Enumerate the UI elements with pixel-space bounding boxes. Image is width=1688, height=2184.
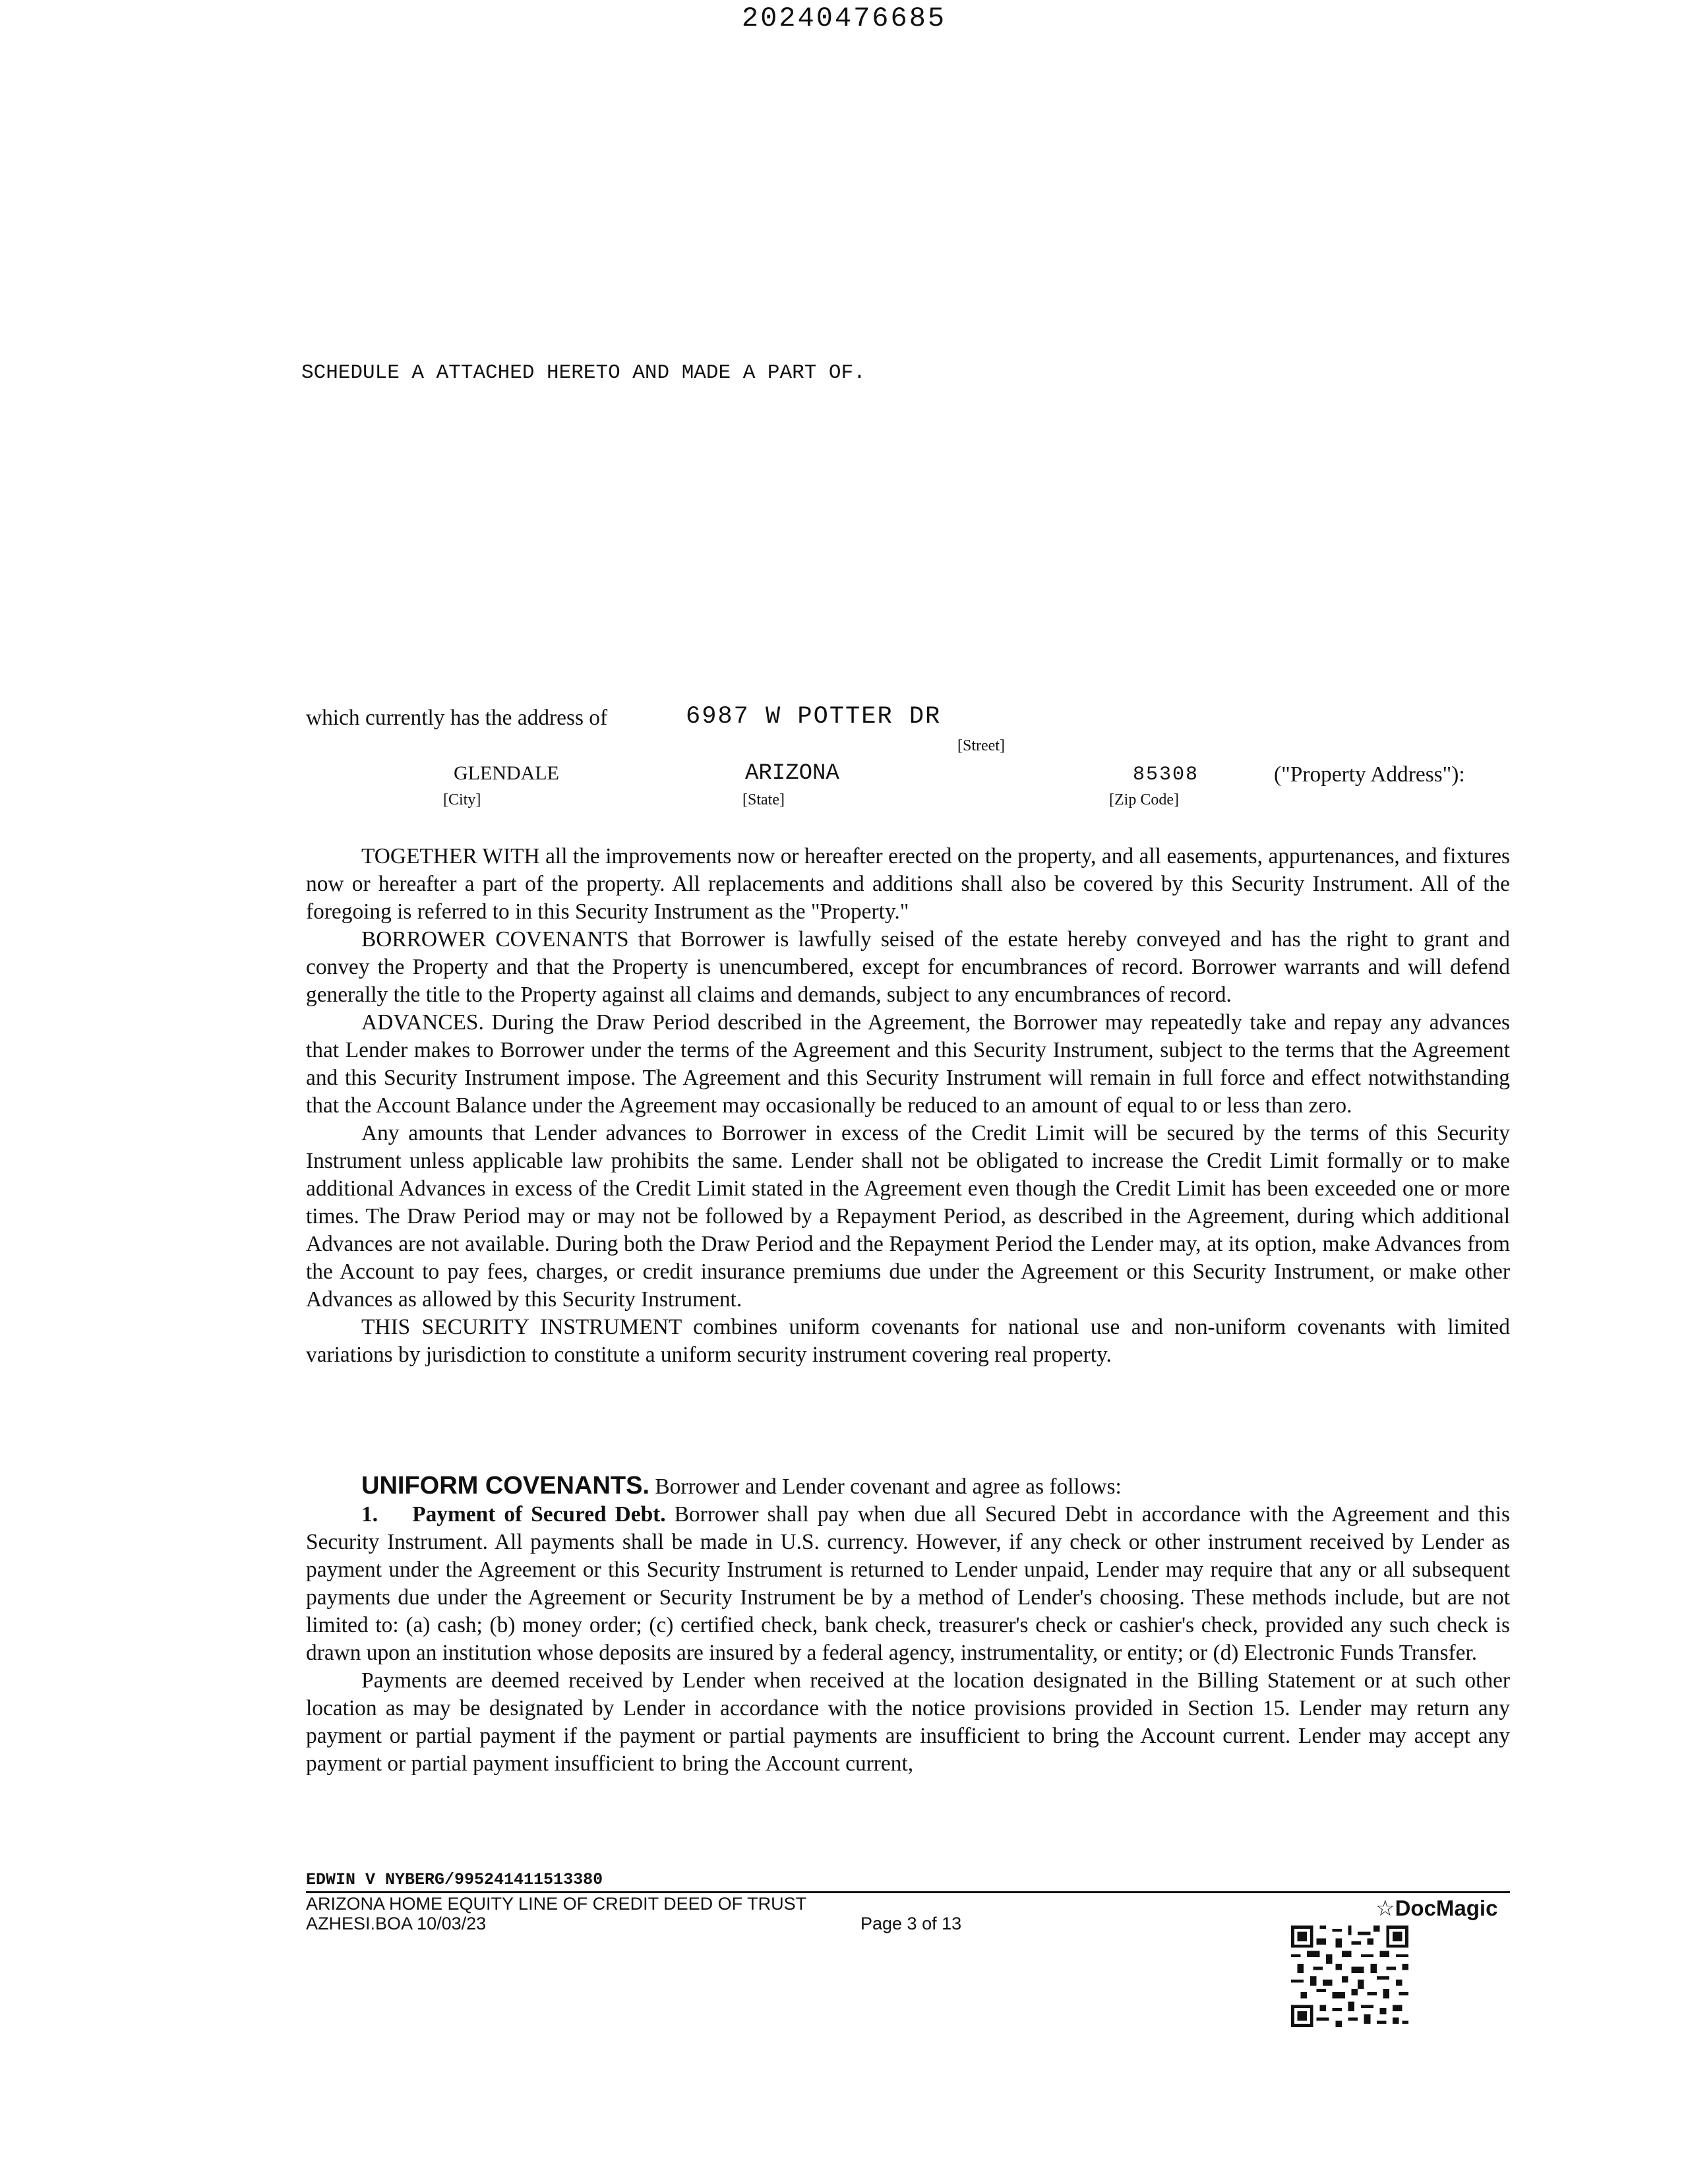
schedule-reference: SCHEDULE A ATTACHED HERETO AND MADE A PART OF. bbox=[301, 361, 866, 384]
street-value: 6987 W POTTER DR bbox=[686, 703, 942, 731]
form-title: ARIZONA HOME EQUITY LINE OF CREDIT DEED OF TRUST bbox=[306, 1894, 807, 1914]
borrower-loan-id: EDWIN V NYBERG/995241411513380 bbox=[306, 1870, 603, 1889]
covenants-heading-line bbox=[306, 1472, 1510, 1501]
credit-limit-paragraph: Any amounts that Lender advances to Borrower in excess of the Credit Limit will be secured by the terms of this Security Instrument unless applicable law prohibits the same. Lender shall not be obligated to increase the Credit Limit formally or to make additional Advances in excess of the Credit Limit stated in the Agreement even though the Credit Limit has been exceeded one or more times. The Draw Period may or may not be followed by a Repayment Period, as described in the Agreement, during which additional Advances are not available. During both the Draw Period and the Repayment Period the Lender may, at its option, make Advances from the Account to pay fees, charges, or credit insurance premiums due under the Agreement or this Security Instrument, or make other Advances as allowed by this Security Instrument. bbox=[306, 1121, 1510, 1312]
form-code: AZHESI.BOA 10/03/23 bbox=[306, 1914, 487, 1933]
advances-paragraph: ADVANCES. During the Draw Period described in the Agreement, the Borrower may repeatedly take and repay any advances that Lender makes to Borrower under the terms of the Agreement and this Security Instrument, subject to the terms that the Agreement and this Security Instrument impose. The Agreement and this Security Instrument will remain in full force and effect notwithstanding that the Account Balance under the Agreement may occasionally be reduced to an amount of equal to or less than zero. bbox=[306, 1010, 1510, 1118]
zip-caption: [Zip Code] bbox=[1109, 791, 1179, 808]
section-1-title: Payment of Secured Debt. bbox=[412, 1502, 666, 1527]
form-info bbox=[306, 1894, 806, 1933]
footer-divider bbox=[306, 1891, 1510, 1893]
street-caption: [Street] bbox=[957, 737, 1005, 754]
document-number: 20240476685 bbox=[741, 3, 947, 34]
section-1-text: Borrower shall pay when due all Secured Debt in accordance with the Agreement and this Security Instrument. All payments shall be made in U.S. currency. However, if any check or other instrument received by Lender as payment under the Agreement or this Security Instrument is returned to Lender unpaid, Lender may require that any or all subsequent payments due under the Agreement or Security Instrument be by a method of Lender's choosing. These methods include, but are not limited to: (a) cash; (b) money order; (c) certified check, bank check, treasurer's check or cashier's check, provided any such check is drawn upon an institution whose deposits are insured by a federal agency, instrumentality, or entity; or (d) Electronic Funds Transfer. bbox=[306, 1502, 1510, 1665]
state-value: ARIZONA bbox=[745, 761, 839, 786]
page-number: Page 3 of 13 bbox=[860, 1914, 962, 1933]
state-caption: [State] bbox=[742, 791, 785, 808]
property-address-label: ("Property Address"): bbox=[1274, 762, 1465, 787]
section-1-paragraph bbox=[306, 1501, 1510, 1667]
city-value: GLENDALE bbox=[454, 762, 559, 784]
together-with-paragraph: TOGETHER WITH all the improvements now or hereafter erected on the property, and all easements, appurtenances, and fixtures now or hereafter a part of the property. All replacements and additions shall also be covered by this Security Instrument. All of the foregoing is referred to in this Security Instrument as the "Property." bbox=[306, 844, 1510, 924]
address-intro: which currently has the address of bbox=[306, 706, 608, 730]
covenants-heading: UNIFORM COVENANTS. bbox=[361, 1472, 649, 1500]
body-paragraphs bbox=[306, 843, 1510, 1369]
docmagic-brand: DocMagic bbox=[1395, 1896, 1498, 1920]
covenants-intro: Borrower and Lender covenant and agree as follows: bbox=[655, 1474, 1122, 1499]
qr-code-icon bbox=[1291, 1926, 1408, 2027]
security-instrument-paragraph: THIS SECURITY INSTRUMENT combines uniform covenants for national use and non-uniform covenants with limited variations by jurisdiction to constitute a uniform security instrument covering real property. bbox=[306, 1315, 1510, 1367]
uniform-covenants bbox=[306, 1472, 1510, 1778]
section-1-number: 1. bbox=[361, 1502, 378, 1527]
city-caption: [City] bbox=[443, 791, 481, 808]
star-icon: ☆ bbox=[1375, 1896, 1395, 1920]
docmagic-logo bbox=[1375, 1895, 1497, 1921]
zip-value: 85308 bbox=[1133, 764, 1199, 786]
borrower-covenants-paragraph: BORROWER COVENANTS that Borrower is lawfully seised of the estate hereby conveyed and has the right to grant and convey the Property and that the Property is unencumbered, except for encumbrances of record. Borrower warrants and will defend generally the title to the Property against all claims and demands, subject to any encumbrances of record. bbox=[306, 927, 1510, 1007]
payments-paragraph: Payments are deemed received by Lender when received at the location designated in the Billing Statement or at such other location as may be designated by Lender in accordance with the notice provisions provided in Section 15. Lender may return any payment or partial payment if the payment or partial payments are insufficient to bring the Account current. Lender may accept any payment or partial payment insufficient to bring the Account current, bbox=[306, 1668, 1510, 1776]
